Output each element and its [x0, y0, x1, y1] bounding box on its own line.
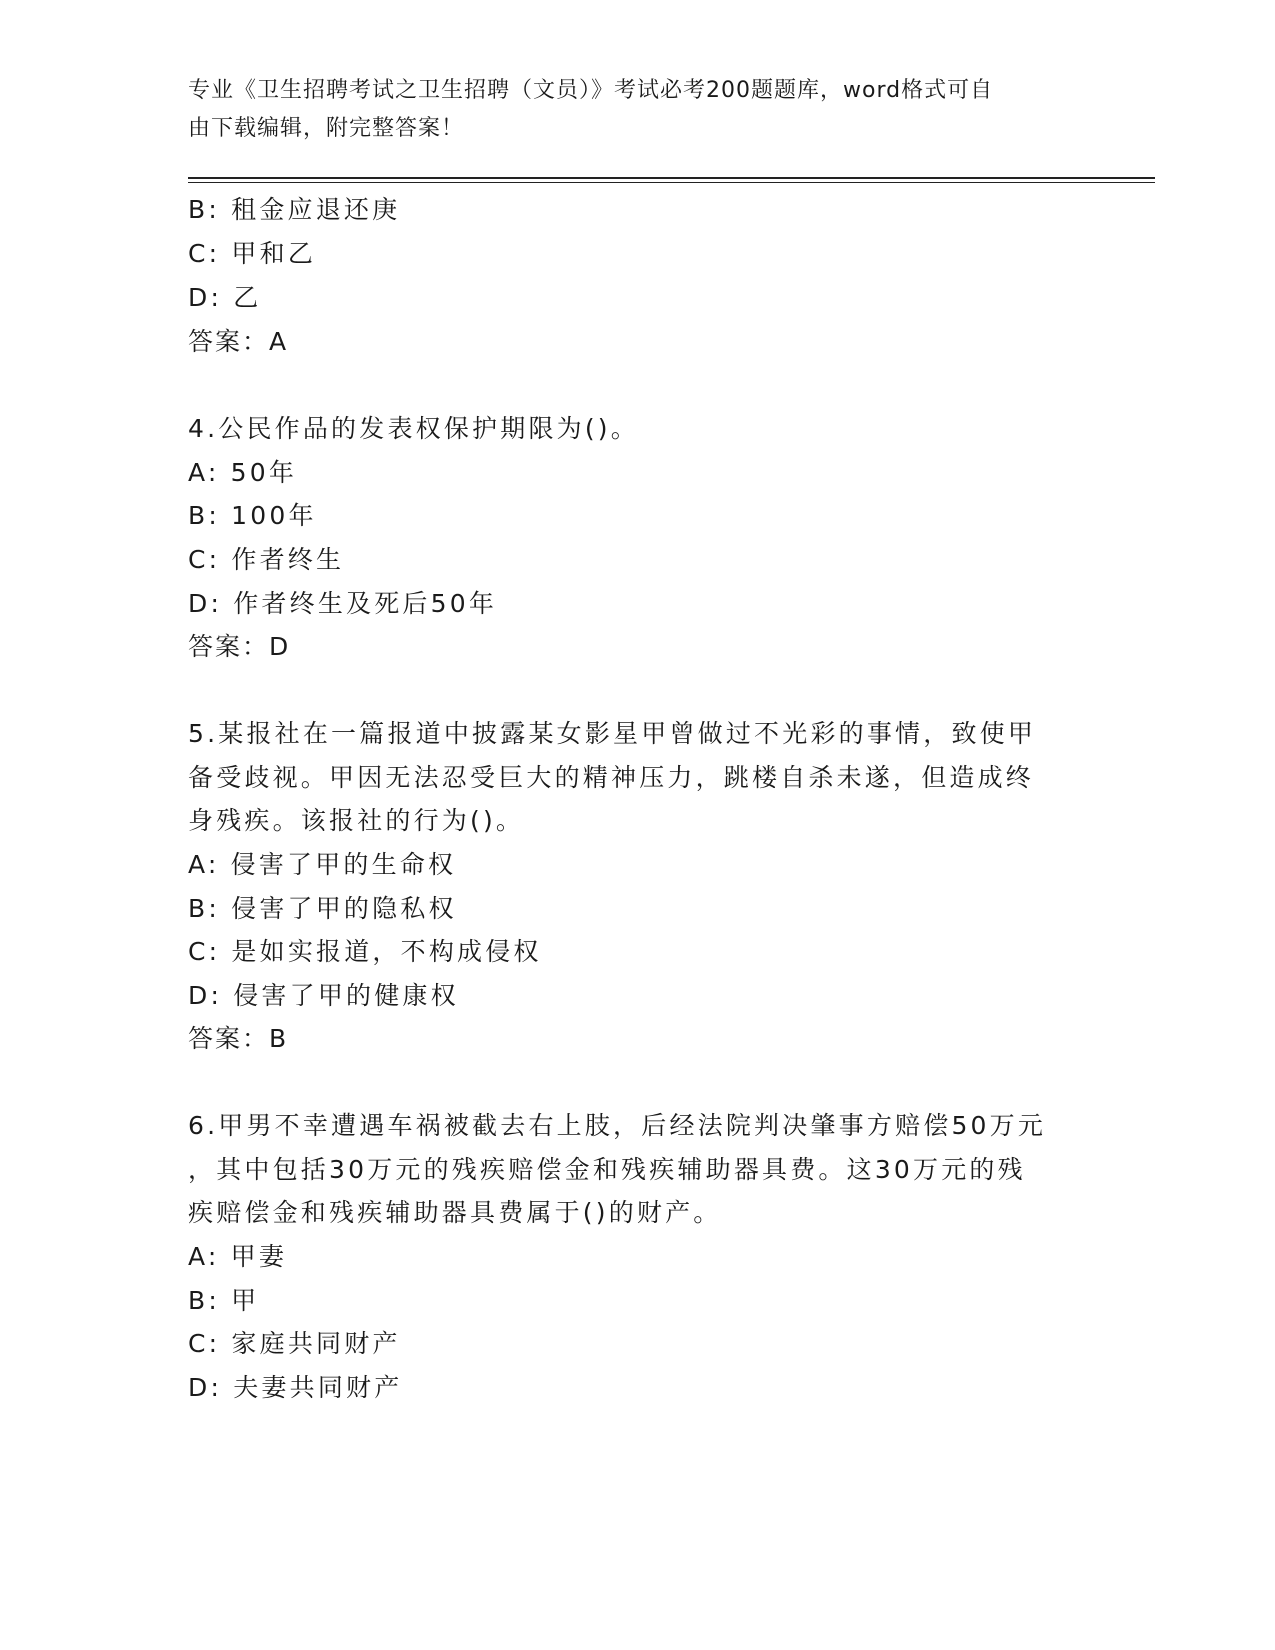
option-c: C: 作者终生: [188, 545, 345, 574]
header-divider: [188, 177, 1155, 183]
option-b: B: 100年: [188, 501, 317, 530]
option-a: A: 50年: [188, 458, 298, 487]
option-d: D: 侵害了甲的健康权: [188, 981, 459, 1010]
option-c: C: 甲和乙: [188, 239, 317, 268]
option-d: D: 夫妻共同财产: [188, 1373, 403, 1402]
option-b: B: 租金应退还庚: [188, 195, 401, 224]
question-stem: ，其中包括30万元的残疾赔偿金和残疾辅助器具费。这30万元的残: [188, 1155, 1026, 1184]
question-stem: 5.某报社在一篇报道中披露某女影星甲曾做过不光彩的事情，致使甲: [188, 719, 1037, 748]
header-line-2: 由下载编辑，附完整答案！: [188, 116, 465, 141]
option-d: D: 作者终生及死后50年: [188, 589, 498, 618]
question-stem: 身残疾。该报社的行为()。: [188, 806, 525, 835]
question-stem: 6.甲男不幸遭遇车祸被截去右上肢，后经法院判决肇事方赔偿50万元: [188, 1111, 1047, 1140]
option-c: C: 家庭共同财产: [188, 1329, 401, 1358]
page-header: [188, 72, 1078, 148]
option-c: C: 是如实报道，不构成侵权: [188, 937, 542, 966]
option-b: B: 甲: [188, 1286, 260, 1315]
answer: 答案：A: [188, 327, 289, 356]
option-d: D: 乙: [188, 283, 262, 312]
question-stem: 疾赔偿金和残疾辅助器具费属于()的财产。: [188, 1198, 722, 1227]
answer: 答案：B: [188, 1024, 289, 1053]
option-b: B: 侵害了甲的隐私权: [188, 894, 457, 923]
header-line-1: 专业《卫生招聘考试之卫生招聘（文员）》考试必考200题题库，word格式可自: [188, 78, 994, 103]
option-a: A: 侵害了甲的生命权: [188, 850, 457, 879]
answer: 答案：D: [188, 632, 291, 661]
question-stem: 备受歧视。甲因无法忍受巨大的精神压力，跳楼自杀未遂，但造成终: [188, 763, 1035, 792]
option-a: A: 甲妻: [188, 1242, 288, 1271]
question-stem: 4.公民作品的发表权保护期限为()。: [188, 414, 639, 443]
